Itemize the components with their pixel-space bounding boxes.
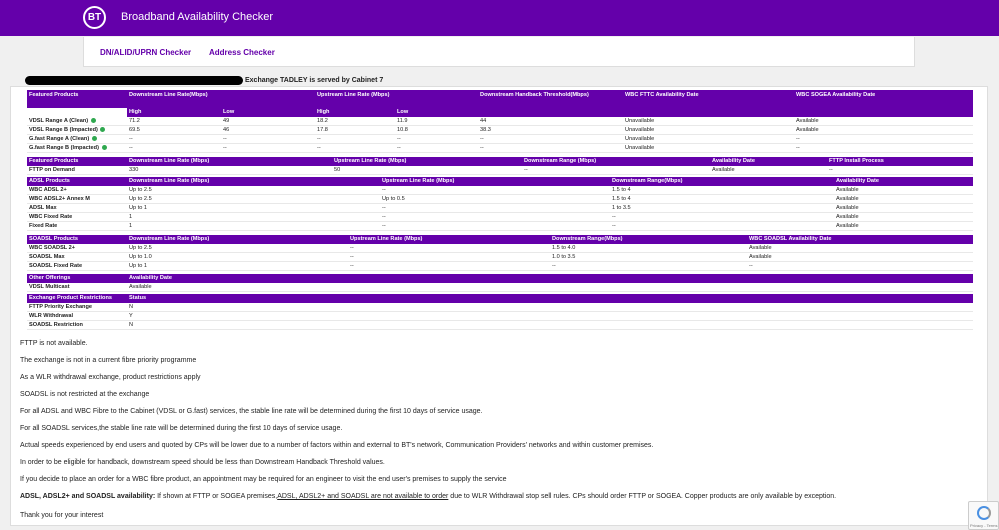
table-cell: Unavailable — [623, 144, 794, 153]
table-cell: -- — [315, 144, 395, 153]
note-stable-rate: For all ADSL and WBC Fibre to the Cabinet (VDSL or G.fast) services, the stable line rate will be determined during the first 10 days of service usage. — [20, 408, 483, 415]
table-row — [27, 244, 973, 253]
table-cell: -- — [127, 135, 221, 144]
product-name: WLR Withdrawal — [27, 312, 127, 321]
table-cell: -- — [827, 166, 973, 175]
table-header: Downstream Line Rate (Mbps) — [127, 157, 332, 166]
table-subheader — [623, 108, 794, 117]
note-soadsl: SOADSL is not restricted at the exchange — [20, 391, 150, 398]
table-header: Upstream Line Rate (Mbps) — [348, 235, 550, 244]
product-name: SOADSL Fixed Rate — [27, 262, 127, 271]
table-row — [27, 126, 973, 135]
table-cell: N — [127, 321, 973, 330]
note-soadsl-rate: For all SOADSL services,the stable line rate will be determined during the first 10 days of service usage. — [20, 425, 343, 432]
table-cell: 69.5 — [127, 126, 221, 135]
table-row — [27, 303, 973, 312]
table-header: Upstream Line Rate (Mbps) — [332, 157, 522, 166]
table-row — [27, 204, 973, 213]
table-cell: -- — [348, 244, 550, 253]
adsl-products-table — [27, 177, 973, 231]
table-cell: Available — [834, 213, 973, 222]
table-cell: Up to 0.5 — [380, 195, 610, 204]
table-cell: 38.3 — [478, 126, 623, 135]
table-row — [27, 283, 973, 292]
table-row — [27, 135, 973, 144]
table-header: Downstream Range(Mbps) — [550, 235, 747, 244]
table-cell: Unavailable — [623, 117, 794, 126]
table-header: Status — [127, 294, 973, 303]
table-cell: Available — [127, 283, 973, 292]
table-subheader — [478, 108, 623, 117]
redacted-address — [25, 76, 243, 85]
table-subheader: Low — [395, 108, 478, 117]
table-cell: 11.9 — [395, 117, 478, 126]
product-name: G.fast Range B (Impacted) — [29, 145, 99, 152]
table-cell: -- — [221, 144, 315, 153]
table-cell: -- — [478, 135, 623, 144]
table-cell: 330 — [127, 166, 332, 175]
table-cell: N — [127, 303, 973, 312]
table-subheader — [27, 108, 127, 117]
table-header: Downstream Line Rate(Mbps) — [127, 90, 315, 108]
table-header: Downstream Handback Threshold(Mbps) — [478, 90, 623, 108]
exchange-restrictions-table — [27, 294, 973, 330]
note-priority: The exchange is not in a current fibre priority programme — [20, 357, 197, 364]
bt-logo[interactable]: BT — [83, 6, 106, 29]
table-cell: 50 — [332, 166, 522, 175]
table-header: Downstream Line Rate (Mbps) — [127, 235, 348, 244]
product-name: VDSL Range B (Impacted) — [29, 127, 98, 134]
table-cell: Available — [794, 126, 973, 135]
table-cell: -- — [380, 204, 610, 213]
table-cell: -- — [380, 222, 610, 231]
product-name: WBC Fixed Rate — [27, 213, 127, 222]
table-row — [27, 144, 973, 153]
product-name: G.fast Range A (Clean) — [29, 136, 90, 143]
product-name: ADSL Max — [27, 204, 127, 213]
product-name: WBC SOADSL 2+ — [27, 244, 127, 253]
table-header: Upstream Line Rate (Mbps) — [380, 177, 610, 186]
info-icon[interactable] — [102, 145, 107, 150]
table-header: Featured Products — [27, 157, 127, 166]
table-cell: Available — [834, 195, 973, 204]
table-cell: -- — [610, 222, 834, 231]
table-cell: 44 — [478, 117, 623, 126]
table-cell: Available — [710, 166, 827, 175]
table-header: ADSL Products — [27, 177, 127, 186]
fttc-products-table — [27, 90, 973, 153]
table-header: SOADSL Products — [27, 235, 127, 244]
fttp-products-table — [27, 157, 973, 175]
table-header: Featured Products — [27, 90, 127, 108]
table-cell: Available — [834, 222, 973, 231]
table-header: Availability Date — [127, 274, 973, 283]
table-subheader: High — [315, 108, 395, 117]
product-name: Fixed Rate — [27, 222, 127, 231]
info-icon[interactable] — [92, 136, 97, 141]
table-cell: -- — [348, 253, 550, 262]
table-header: Downstream Range(Mbps) — [610, 177, 834, 186]
table-cell: -- — [794, 144, 973, 153]
table-cell: Unavailable — [623, 135, 794, 144]
table-row — [27, 222, 973, 231]
table-cell: Up to 2.5 — [127, 244, 348, 253]
note-fttp: FTTP is not available. — [20, 340, 88, 347]
table-header: Downstream Line Rate (Mbps) — [127, 177, 380, 186]
table-cell: -- — [395, 144, 478, 153]
table-header: FTTP Install Process — [827, 157, 973, 166]
table-cell: -- — [221, 135, 315, 144]
note-handback: In order to be eligible for handback, downstream speed should be less than Downstream Handback Threshold values. — [20, 459, 385, 466]
table-cell: 1 — [127, 213, 380, 222]
note-availability: ADSL, ADSL2+ and SOADSL availability: If shown at FTTP or SOGEA premises,ADSL, ADSL2+ and SOADSL are not available to order due to WLR Withdrawal stop sell rules. CPs should order FTTP or SOGEA. Copper products are only available by exception. — [20, 493, 837, 500]
table-row — [27, 321, 973, 330]
table-header: Other Offerings — [27, 274, 127, 283]
table-cell: Available — [834, 204, 973, 213]
table-row — [27, 117, 973, 126]
table-subheader: High — [127, 108, 221, 117]
table-cell: Up to 1 — [127, 204, 380, 213]
table-cell: Y — [127, 312, 973, 321]
table-row — [27, 186, 973, 195]
app-title: Broadband Availability Checker — [121, 11, 274, 23]
product-name: VDSL Multicast — [27, 283, 127, 292]
table-cell: Available — [747, 253, 973, 262]
note-appointment: If you decide to place an order for a WBC fibre product, an appointment may be required for an engineer to visit the end user's premises to supply the service — [20, 476, 507, 483]
soadsl-products-table — [27, 235, 973, 271]
table-row — [27, 213, 973, 222]
table-cell: -- — [550, 262, 747, 271]
checker-tabs — [83, 37, 915, 67]
table-cell: -- — [610, 213, 834, 222]
table-cell: 49 — [221, 117, 315, 126]
table-cell: Unavailable — [623, 126, 794, 135]
product-name: SOADSL Max — [27, 253, 127, 262]
info-icon[interactable] — [100, 127, 105, 132]
table-row — [27, 262, 973, 271]
table-cell: 17.8 — [315, 126, 395, 135]
exchange-summary — [25, 75, 383, 86]
table-cell: -- — [747, 262, 973, 271]
product-name: VDSL Range A (Clean) — [29, 117, 89, 124]
table-cell: -- — [478, 144, 623, 153]
table-header: WBC FTTC Availability Date — [623, 90, 794, 108]
table-cell: 46 — [221, 126, 315, 135]
table-cell: Up to 2.5 — [127, 195, 380, 204]
recaptcha-icon — [977, 506, 991, 520]
table-cell: 10.8 — [395, 126, 478, 135]
table-cell: 1.0 to 3.5 — [550, 253, 747, 262]
table-cell: 1.5 to 4 — [610, 195, 834, 204]
top-bar — [0, 0, 999, 36]
table-cell: Available — [834, 186, 973, 195]
recaptcha-badge[interactable] — [968, 501, 999, 530]
table-row — [27, 312, 973, 321]
table-header: WBC SOGEA Availability Date — [794, 90, 973, 108]
table-cell: -- — [380, 213, 610, 222]
table-cell: Available — [794, 117, 973, 126]
exchange-text: Exchange TADLEY is served by Cabinet 7 — [245, 77, 384, 84]
product-name: WBC ADSL 2+ — [27, 186, 127, 195]
table-cell: Up to 2.5 — [127, 186, 380, 195]
table-cell: 1 to 3.5 — [610, 204, 834, 213]
table-cell: -- — [315, 135, 395, 144]
table-subheader: Low — [221, 108, 315, 117]
table-header: Upstream Line Rate (Mbps) — [315, 90, 478, 108]
table-cell: 1.5 to 4 — [610, 186, 834, 195]
table-cell: -- — [127, 144, 221, 153]
tab-dn-alid-uprn-checker[interactable]: DN/ALID/UPRN Checker — [100, 48, 192, 57]
table-header: Exchange Product Restrictions — [27, 294, 127, 303]
table-header: Availability Date — [710, 157, 827, 166]
tab-address-checker[interactable]: Address Checker — [209, 48, 275, 57]
table-cell: -- — [380, 186, 610, 195]
info-icon[interactable] — [91, 118, 96, 123]
product-name: FTTP Priority Exchange — [27, 303, 127, 312]
table-cell: Up to 1.0 — [127, 253, 348, 262]
table-row — [27, 195, 973, 204]
table-cell: Available — [747, 244, 973, 253]
note-wlr: As a WLR withdrawal exchange, product restrictions apply — [20, 374, 201, 381]
table-cell: -- — [395, 135, 478, 144]
table-header: WBC SOADSL Availability Date — [747, 235, 973, 244]
table-cell: -- — [794, 135, 973, 144]
table-cell: 71.2 — [127, 117, 221, 126]
table-header: Downstream Range (Mbps) — [522, 157, 710, 166]
product-name: FTTP on Demand — [27, 166, 127, 175]
note-speeds: Actual speeds experienced by end users and quoted by CPs will be lower due to a number of factors within and external to BT's network, Communication Providers' networks and within customer premises. — [20, 442, 654, 449]
note-thanks: Thank you for your interest — [20, 512, 104, 519]
recaptcha-links[interactable]: Privacy - Terms — [970, 523, 998, 528]
table-cell: Up to 1 — [127, 262, 348, 271]
table-header: Availability Date — [834, 177, 973, 186]
table-cell: 1.5 to 4.0 — [550, 244, 747, 253]
product-name: SOADSL Restriction — [27, 321, 127, 330]
table-subheader — [794, 108, 973, 117]
table-cell: -- — [522, 166, 710, 175]
table-row — [27, 253, 973, 262]
table-cell: -- — [348, 262, 550, 271]
table-row — [27, 166, 973, 175]
table-cell: 18.2 — [315, 117, 395, 126]
product-name: WBC ADSL2+ Annex M — [27, 195, 127, 204]
table-cell: 1 — [127, 222, 380, 231]
other-offerings-table — [27, 274, 973, 292]
